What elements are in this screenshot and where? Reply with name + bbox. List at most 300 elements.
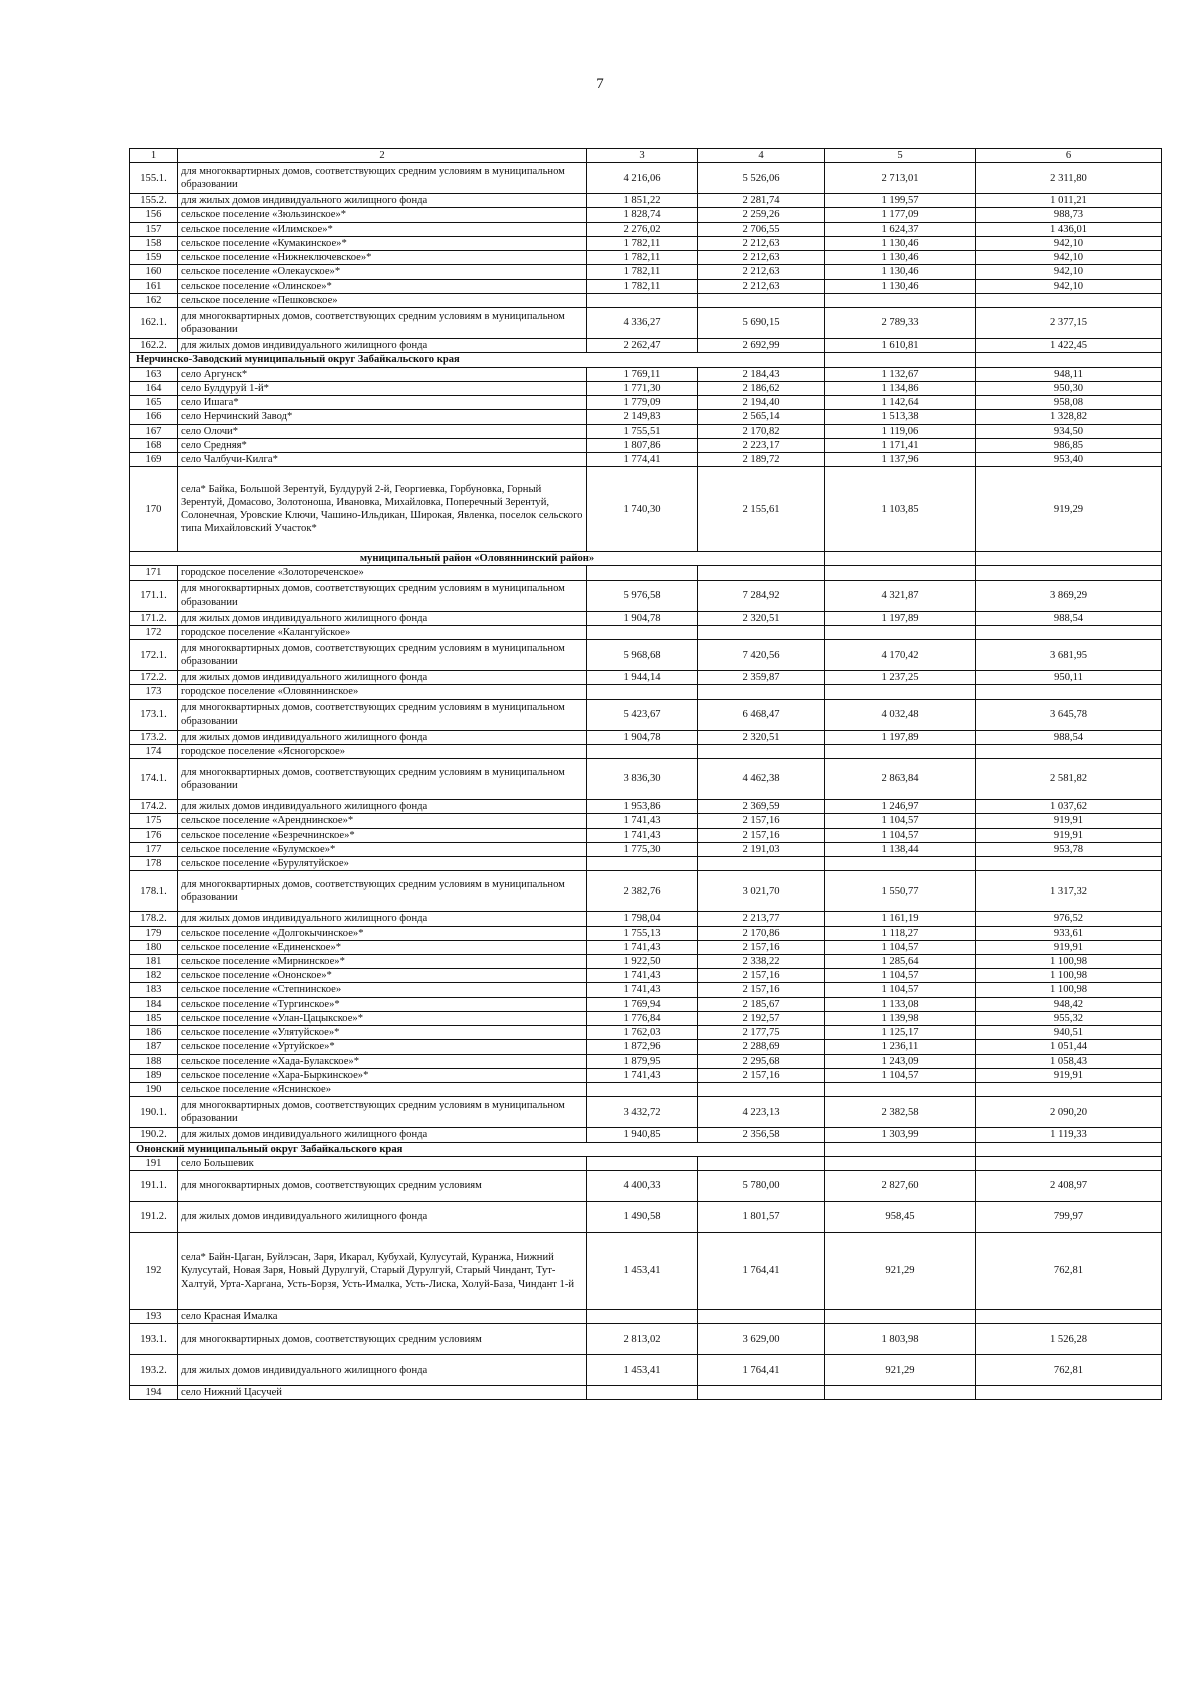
value-cell-col3: 1 490,58 xyxy=(587,1202,698,1233)
value-cell-col6: 934,50 xyxy=(976,424,1162,438)
row-name-cell: сельское поселение «Улан-Цацыкское»* xyxy=(178,1011,587,1025)
value-cell-col5: 2 863,84 xyxy=(825,759,976,800)
row-number-cell: 159 xyxy=(130,251,178,265)
row-number-cell: 160 xyxy=(130,265,178,279)
value-cell-col5: 1 177,09 xyxy=(825,208,976,222)
row-name-cell: для многоквартирных домов, соответствующих средним условиям xyxy=(178,1171,587,1202)
value-cell-col5: 1 803,98 xyxy=(825,1324,976,1355)
row-number-cell: 162.2. xyxy=(130,339,178,353)
row-name-cell: село Чалбучи-Килга* xyxy=(178,452,587,466)
value-cell-col6 xyxy=(976,685,1162,699)
value-cell-col6: 1 526,28 xyxy=(976,1324,1162,1355)
value-cell-col3: 2 149,83 xyxy=(587,410,698,424)
value-cell-col4: 2 157,16 xyxy=(698,1068,825,1082)
table-row xyxy=(130,759,1162,800)
value-cell-col6: 955,32 xyxy=(976,1011,1162,1025)
value-cell-col6: 762,81 xyxy=(976,1355,1162,1386)
value-cell-col3: 1 775,30 xyxy=(587,842,698,856)
value-cell-col4: 2 223,17 xyxy=(698,438,825,452)
column-header: 2 xyxy=(178,149,587,163)
table-row xyxy=(130,410,1162,424)
value-cell-col3: 1 741,43 xyxy=(587,983,698,997)
value-cell-col3 xyxy=(587,857,698,871)
value-cell-col3: 2 382,76 xyxy=(587,871,698,912)
column-header: 1 xyxy=(130,149,178,163)
value-cell-col6: 1 422,45 xyxy=(976,339,1162,353)
value-cell-col3 xyxy=(587,1386,698,1400)
row-number-cell: 190.2. xyxy=(130,1128,178,1142)
value-cell-col6: 948,11 xyxy=(976,367,1162,381)
row-number-cell: 172 xyxy=(130,625,178,639)
table-row xyxy=(130,308,1162,339)
row-name-cell: для жилых домов индивидуального жилищного фонда xyxy=(178,671,587,685)
row-number-cell: 191 xyxy=(130,1156,178,1170)
value-cell-col4: 2 170,82 xyxy=(698,424,825,438)
table-row xyxy=(130,194,1162,208)
value-cell-col6: 1 051,44 xyxy=(976,1040,1162,1054)
value-cell-col3: 1 771,30 xyxy=(587,381,698,395)
value-cell-col3: 1 755,51 xyxy=(587,424,698,438)
value-cell-col6: 1 119,33 xyxy=(976,1128,1162,1142)
value-cell-col4: 3 629,00 xyxy=(698,1324,825,1355)
value-cell-col6: 942,10 xyxy=(976,251,1162,265)
value-cell-col6 xyxy=(976,1386,1162,1400)
column-header: 4 xyxy=(698,149,825,163)
section-header-row xyxy=(130,353,1162,367)
row-number-cell: 170 xyxy=(130,467,178,552)
row-name-cell: село Ишага* xyxy=(178,396,587,410)
value-cell-col4: 2 177,75 xyxy=(698,1026,825,1040)
row-name-cell: село Булдуруй 1-й* xyxy=(178,381,587,395)
value-cell-col4: 2 157,16 xyxy=(698,983,825,997)
value-cell-col4: 2 359,87 xyxy=(698,671,825,685)
table-row xyxy=(130,367,1162,381)
row-number-cell: 168 xyxy=(130,438,178,452)
value-cell-col4: 5 526,06 xyxy=(698,163,825,194)
row-number-cell: 180 xyxy=(130,940,178,954)
value-cell-col5 xyxy=(825,744,976,758)
table-row xyxy=(130,1156,1162,1170)
value-cell-col3: 1 807,86 xyxy=(587,438,698,452)
value-cell-col6: 942,10 xyxy=(976,265,1162,279)
row-number-cell: 173.1. xyxy=(130,699,178,730)
value-cell-col4: 2 338,22 xyxy=(698,954,825,968)
value-cell-col3: 1 453,41 xyxy=(587,1355,698,1386)
value-cell-col5 xyxy=(825,566,976,580)
row-name-cell: для жилых домов индивидуального жилищного фонда xyxy=(178,194,587,208)
table-row xyxy=(130,424,1162,438)
value-cell-col6: 919,91 xyxy=(976,828,1162,842)
value-cell-col4 xyxy=(698,1310,825,1324)
table-row xyxy=(130,1171,1162,1202)
column-header: 6 xyxy=(976,149,1162,163)
value-cell-col4: 2 212,63 xyxy=(698,236,825,250)
value-cell-col5: 1 246,97 xyxy=(825,800,976,814)
table-row xyxy=(130,1233,1162,1310)
table-row xyxy=(130,1324,1162,1355)
row-number-cell: 178.2. xyxy=(130,912,178,926)
value-cell-col4 xyxy=(698,1156,825,1170)
table-row xyxy=(130,438,1162,452)
value-cell-col3: 1 904,78 xyxy=(587,611,698,625)
value-cell-col3 xyxy=(587,1310,698,1324)
value-cell-col3 xyxy=(587,566,698,580)
value-cell-col4: 2 157,16 xyxy=(698,814,825,828)
value-cell-col5: 1 237,25 xyxy=(825,671,976,685)
table-row xyxy=(130,251,1162,265)
row-number-cell: 155.2. xyxy=(130,194,178,208)
value-cell-col4 xyxy=(698,625,825,639)
row-number-cell: 184 xyxy=(130,997,178,1011)
table-row xyxy=(130,1097,1162,1128)
row-name-cell: для жилых домов индивидуального жилищного фонда xyxy=(178,1202,587,1233)
value-cell-col3: 1 922,50 xyxy=(587,954,698,968)
value-cell-col4: 2 565,14 xyxy=(698,410,825,424)
value-cell-col6 xyxy=(976,1083,1162,1097)
row-number-cell: 176 xyxy=(130,828,178,842)
row-number-cell: 181 xyxy=(130,954,178,968)
row-number-cell: 174 xyxy=(130,744,178,758)
table-row xyxy=(130,236,1162,250)
table-row xyxy=(130,685,1162,699)
row-number-cell: 188 xyxy=(130,1054,178,1068)
value-cell-col6: 1 100,98 xyxy=(976,969,1162,983)
value-cell-col5: 2 789,33 xyxy=(825,308,976,339)
value-cell-col6: 762,81 xyxy=(976,1233,1162,1310)
value-cell-col4: 2 213,77 xyxy=(698,912,825,926)
value-cell-col3: 1 872,96 xyxy=(587,1040,698,1054)
value-cell-col5: 4 321,87 xyxy=(825,580,976,611)
row-number-cell: 172.1. xyxy=(130,640,178,671)
table-row xyxy=(130,1011,1162,1025)
row-name-cell: сельское поселение «Нижнеключевское»* xyxy=(178,251,587,265)
value-cell-col5: 2 382,58 xyxy=(825,1097,976,1128)
value-cell-col5: 1 197,89 xyxy=(825,611,976,625)
row-name-cell: для многоквартирных домов, соответствующих средним условиям в муниципальном образовании xyxy=(178,871,587,912)
value-cell-col4: 5 690,15 xyxy=(698,308,825,339)
empty-cell xyxy=(825,552,976,566)
value-cell-col3 xyxy=(587,625,698,639)
table-row xyxy=(130,800,1162,814)
empty-cell xyxy=(976,1142,1162,1156)
value-cell-col4: 2 155,61 xyxy=(698,467,825,552)
row-name-cell: городское поселение «Золотореченское» xyxy=(178,566,587,580)
row-name-cell: для жилых домов индивидуального жилищного фонда xyxy=(178,1355,587,1386)
value-cell-col5: 1 285,64 xyxy=(825,954,976,968)
table-row xyxy=(130,983,1162,997)
row-name-cell: села* Байн-Цаган, Буйлэсан, Заря, Икарал, Кубухай, Кулусутай, Куранжа, Нижний Кулусутай, Новая Заря, Новый Дурулгуй, Старый Дурулгуй, Старый Чиндант, Тут-Халтуй, Урта-Харгана, Усть-Борзя, Усть-Ималка, Усть-Лиска, Холуй-База, Чиндант 1-й xyxy=(178,1233,587,1310)
value-cell-col5: 1 130,46 xyxy=(825,236,976,250)
row-name-cell: для многоквартирных домов, соответствующих средним условиям в муниципальном образовании xyxy=(178,699,587,730)
value-cell-col5: 1 171,41 xyxy=(825,438,976,452)
value-cell-col4: 2 259,26 xyxy=(698,208,825,222)
table-row xyxy=(130,467,1162,552)
empty-cell xyxy=(825,353,976,367)
value-cell-col5: 1 550,77 xyxy=(825,871,976,912)
section-header-row xyxy=(130,552,1162,566)
row-name-cell: село Красная Ималка xyxy=(178,1310,587,1324)
page-number: 7 xyxy=(596,76,604,92)
table-row xyxy=(130,871,1162,912)
table-row xyxy=(130,1202,1162,1233)
value-cell-col5: 1 125,17 xyxy=(825,1026,976,1040)
value-cell-col4 xyxy=(698,1083,825,1097)
table-row xyxy=(130,1040,1162,1054)
value-cell-col3: 5 976,58 xyxy=(587,580,698,611)
table-row xyxy=(130,969,1162,983)
value-cell-col6: 958,08 xyxy=(976,396,1162,410)
row-name-cell: для многоквартирных домов, соответствующих средним условиям в муниципальном образовании xyxy=(178,640,587,671)
value-cell-col3: 1 741,43 xyxy=(587,814,698,828)
value-cell-col6: 919,29 xyxy=(976,467,1162,552)
value-cell-col6: 1 317,32 xyxy=(976,871,1162,912)
value-cell-col3: 5 968,68 xyxy=(587,640,698,671)
value-cell-col5: 921,29 xyxy=(825,1355,976,1386)
value-cell-col4: 1 801,57 xyxy=(698,1202,825,1233)
row-number-cell: 185 xyxy=(130,1011,178,1025)
row-number-cell: 161 xyxy=(130,279,178,293)
column-header: 5 xyxy=(825,149,976,163)
value-cell-col5: 4 032,48 xyxy=(825,699,976,730)
row-name-cell: село Средняя* xyxy=(178,438,587,452)
value-cell-col5 xyxy=(825,685,976,699)
row-name-cell: для многоквартирных домов, соответствующих средним условиям в муниципальном образовании xyxy=(178,759,587,800)
value-cell-col6: 2 377,15 xyxy=(976,308,1162,339)
value-cell-col3: 1 940,85 xyxy=(587,1128,698,1142)
empty-cell xyxy=(976,353,1162,367)
value-cell-col4: 5 780,00 xyxy=(698,1171,825,1202)
table-row xyxy=(130,625,1162,639)
value-cell-col3: 1 776,84 xyxy=(587,1011,698,1025)
value-cell-col3: 1 851,22 xyxy=(587,194,698,208)
value-cell-col5: 4 170,42 xyxy=(825,640,976,671)
value-cell-col4: 2 356,58 xyxy=(698,1128,825,1142)
row-number-cell: 164 xyxy=(130,381,178,395)
row-number-cell: 167 xyxy=(130,424,178,438)
table-row xyxy=(130,671,1162,685)
row-name-cell: сельское поселение «Олинское»* xyxy=(178,279,587,293)
value-cell-col6 xyxy=(976,1310,1162,1324)
value-cell-col3: 3 836,30 xyxy=(587,759,698,800)
value-cell-col5 xyxy=(825,1310,976,1324)
value-cell-col4: 2 212,63 xyxy=(698,279,825,293)
value-cell-col3: 1 904,78 xyxy=(587,730,698,744)
value-cell-col5: 1 130,46 xyxy=(825,265,976,279)
value-cell-col6 xyxy=(976,293,1162,307)
value-cell-col6: 950,30 xyxy=(976,381,1162,395)
table-row xyxy=(130,1310,1162,1324)
row-number-cell: 194 xyxy=(130,1386,178,1400)
row-number-cell: 177 xyxy=(130,842,178,856)
value-cell-col4: 2 157,16 xyxy=(698,828,825,842)
value-cell-col4: 2 369,59 xyxy=(698,800,825,814)
table-row xyxy=(130,814,1162,828)
row-name-cell: сельское поселение «Единенское»* xyxy=(178,940,587,954)
row-name-cell: для многоквартирных домов, соответствующих средним условиям xyxy=(178,1324,587,1355)
table-row xyxy=(130,730,1162,744)
row-number-cell: 174.1. xyxy=(130,759,178,800)
table-row xyxy=(130,1386,1162,1400)
row-number-cell: 191.2. xyxy=(130,1202,178,1233)
row-number-cell: 179 xyxy=(130,926,178,940)
value-cell-col6: 2 408,97 xyxy=(976,1171,1162,1202)
row-name-cell: сельское поселение «Илимское»* xyxy=(178,222,587,236)
value-cell-col4: 2 184,43 xyxy=(698,367,825,381)
value-cell-col5: 1 104,57 xyxy=(825,1068,976,1082)
value-cell-col4: 2 288,69 xyxy=(698,1040,825,1054)
row-name-cell: сельское поселение «Аренднинское»* xyxy=(178,814,587,828)
row-name-cell: для многоквартирных домов, соответствующих средним условиям в муниципальном образовании xyxy=(178,580,587,611)
value-cell-col4: 1 764,41 xyxy=(698,1233,825,1310)
row-name-cell: сельское поселение «Ононское»* xyxy=(178,969,587,983)
row-name-cell: сельское поселение «Олекаyское»* xyxy=(178,265,587,279)
row-number-cell: 171.1. xyxy=(130,580,178,611)
value-cell-col3: 1 741,43 xyxy=(587,940,698,954)
value-cell-col5: 1 138,44 xyxy=(825,842,976,856)
value-cell-col4: 4 462,38 xyxy=(698,759,825,800)
value-cell-col3: 1 769,11 xyxy=(587,367,698,381)
table-row xyxy=(130,566,1162,580)
value-cell-col6: 988,54 xyxy=(976,611,1162,625)
value-cell-col6: 976,52 xyxy=(976,912,1162,926)
value-cell-col3: 4 216,06 xyxy=(587,163,698,194)
value-cell-col6: 1 100,98 xyxy=(976,954,1162,968)
value-cell-col3: 1 453,41 xyxy=(587,1233,698,1310)
value-cell-col6: 986,85 xyxy=(976,438,1162,452)
value-cell-col4: 6 468,47 xyxy=(698,699,825,730)
table-row xyxy=(130,1068,1162,1082)
value-cell-col5: 1 134,86 xyxy=(825,381,976,395)
value-cell-col6: 3 645,78 xyxy=(976,699,1162,730)
row-number-cell: 190 xyxy=(130,1083,178,1097)
row-name-cell: сельское поселение «Бурулятуйское» xyxy=(178,857,587,871)
row-name-cell: для жилых домов индивидуального жилищного фонда xyxy=(178,611,587,625)
value-cell-col3: 1 782,11 xyxy=(587,265,698,279)
value-cell-col4: 2 191,03 xyxy=(698,842,825,856)
value-cell-col4 xyxy=(698,744,825,758)
value-cell-col6: 1 100,98 xyxy=(976,983,1162,997)
table-header-row xyxy=(130,149,1162,163)
value-cell-col5: 1 624,37 xyxy=(825,222,976,236)
value-cell-col3 xyxy=(587,1156,698,1170)
value-cell-col4: 2 192,57 xyxy=(698,1011,825,1025)
value-cell-col3: 1 944,14 xyxy=(587,671,698,685)
value-cell-col3: 1 953,86 xyxy=(587,800,698,814)
row-number-cell: 171.2. xyxy=(130,611,178,625)
value-cell-col4: 2 157,16 xyxy=(698,969,825,983)
value-cell-col6: 948,42 xyxy=(976,997,1162,1011)
value-cell-col6: 2 090,20 xyxy=(976,1097,1162,1128)
value-cell-col5: 1 133,08 xyxy=(825,997,976,1011)
value-cell-col6: 988,73 xyxy=(976,208,1162,222)
row-number-cell: 193 xyxy=(130,1310,178,1324)
row-name-cell: городское поселение «Оловяннинское» xyxy=(178,685,587,699)
value-cell-col5: 1 139,98 xyxy=(825,1011,976,1025)
value-cell-col5: 921,29 xyxy=(825,1233,976,1310)
value-cell-col6: 942,10 xyxy=(976,236,1162,250)
table-row xyxy=(130,163,1162,194)
row-number-cell: 190.1. xyxy=(130,1097,178,1128)
value-cell-col6: 988,54 xyxy=(976,730,1162,744)
row-number-cell: 166 xyxy=(130,410,178,424)
row-name-cell: села* Байка, Большой Зерентуй, Булдуруй 2-й, Георгиевка, Горбуновка, Горный Зерентуй, Домасово, Золотоноша, Ивановка, Михайловка, Поперечный Зерентуй, Солонечная, Уровские Ключи, Чашино-Ильдикан, Широкая, Явленка, поселок сельского типа Михайловский Участок* xyxy=(178,467,587,552)
table-row xyxy=(130,640,1162,671)
row-name-cell: сельское поселение «Булумское»* xyxy=(178,842,587,856)
row-name-cell: сельское поселение «Пешковское» xyxy=(178,293,587,307)
table-row xyxy=(130,1026,1162,1040)
value-cell-col6 xyxy=(976,857,1162,871)
value-cell-col6: 3 681,95 xyxy=(976,640,1162,671)
value-cell-col5: 1 513,38 xyxy=(825,410,976,424)
table-row xyxy=(130,611,1162,625)
row-number-cell: 191.1. xyxy=(130,1171,178,1202)
value-cell-col5: 2 827,60 xyxy=(825,1171,976,1202)
value-cell-col5: 1 103,85 xyxy=(825,467,976,552)
row-number-cell: 165 xyxy=(130,396,178,410)
table-row xyxy=(130,940,1162,954)
table-row xyxy=(130,699,1162,730)
tariff-table xyxy=(129,148,1162,1400)
row-name-cell: село Аргунск* xyxy=(178,367,587,381)
value-cell-col6: 919,91 xyxy=(976,814,1162,828)
value-cell-col4: 2 185,67 xyxy=(698,997,825,1011)
value-cell-col3: 5 423,67 xyxy=(587,699,698,730)
value-cell-col3: 1 741,43 xyxy=(587,828,698,842)
row-name-cell: сельское поселение «Хара-Быркинское»* xyxy=(178,1068,587,1082)
value-cell-col3 xyxy=(587,744,698,758)
value-cell-col5: 1 243,09 xyxy=(825,1054,976,1068)
value-cell-col3: 2 813,02 xyxy=(587,1324,698,1355)
row-number-cell: 173 xyxy=(130,685,178,699)
value-cell-col6: 2 311,80 xyxy=(976,163,1162,194)
row-number-cell: 183 xyxy=(130,983,178,997)
value-cell-col3: 3 432,72 xyxy=(587,1097,698,1128)
value-cell-col3 xyxy=(587,293,698,307)
value-cell-col4: 2 320,51 xyxy=(698,611,825,625)
table-row xyxy=(130,954,1162,968)
column-header: 3 xyxy=(587,149,698,163)
value-cell-col3: 1 741,43 xyxy=(587,1068,698,1082)
row-name-cell: сельское поселение «Зюльзинское»* xyxy=(178,208,587,222)
value-cell-col5 xyxy=(825,1156,976,1170)
value-cell-col4: 2 706,55 xyxy=(698,222,825,236)
row-name-cell: сельское поселение «Яснинское» xyxy=(178,1083,587,1097)
value-cell-col3: 4 400,33 xyxy=(587,1171,698,1202)
table-row xyxy=(130,828,1162,842)
value-cell-col5: 1 161,19 xyxy=(825,912,976,926)
value-cell-col4: 2 189,72 xyxy=(698,452,825,466)
row-name-cell: село Нерчинский Завод* xyxy=(178,410,587,424)
row-name-cell: сельское поселение «Долгокычинское»* xyxy=(178,926,587,940)
value-cell-col3: 1 762,03 xyxy=(587,1026,698,1040)
value-cell-col4: 2 157,16 xyxy=(698,940,825,954)
value-cell-col6: 950,11 xyxy=(976,671,1162,685)
value-cell-col6: 1 058,43 xyxy=(976,1054,1162,1068)
value-cell-col6: 1 436,01 xyxy=(976,222,1162,236)
value-cell-col4: 2 194,40 xyxy=(698,396,825,410)
row-name-cell: для жилых домов индивидуального жилищного фонда xyxy=(178,339,587,353)
table-row xyxy=(130,997,1162,1011)
value-cell-col3: 2 276,02 xyxy=(587,222,698,236)
table-row xyxy=(130,580,1162,611)
table-row xyxy=(130,842,1162,856)
row-name-cell: для жилых домов индивидуального жилищного фонда xyxy=(178,1128,587,1142)
value-cell-col4: 4 223,13 xyxy=(698,1097,825,1128)
value-cell-col4: 7 284,92 xyxy=(698,580,825,611)
value-cell-col4 xyxy=(698,566,825,580)
table-row xyxy=(130,452,1162,466)
section-title: Ононский муниципальный округ Забайкальского края xyxy=(130,1142,825,1156)
